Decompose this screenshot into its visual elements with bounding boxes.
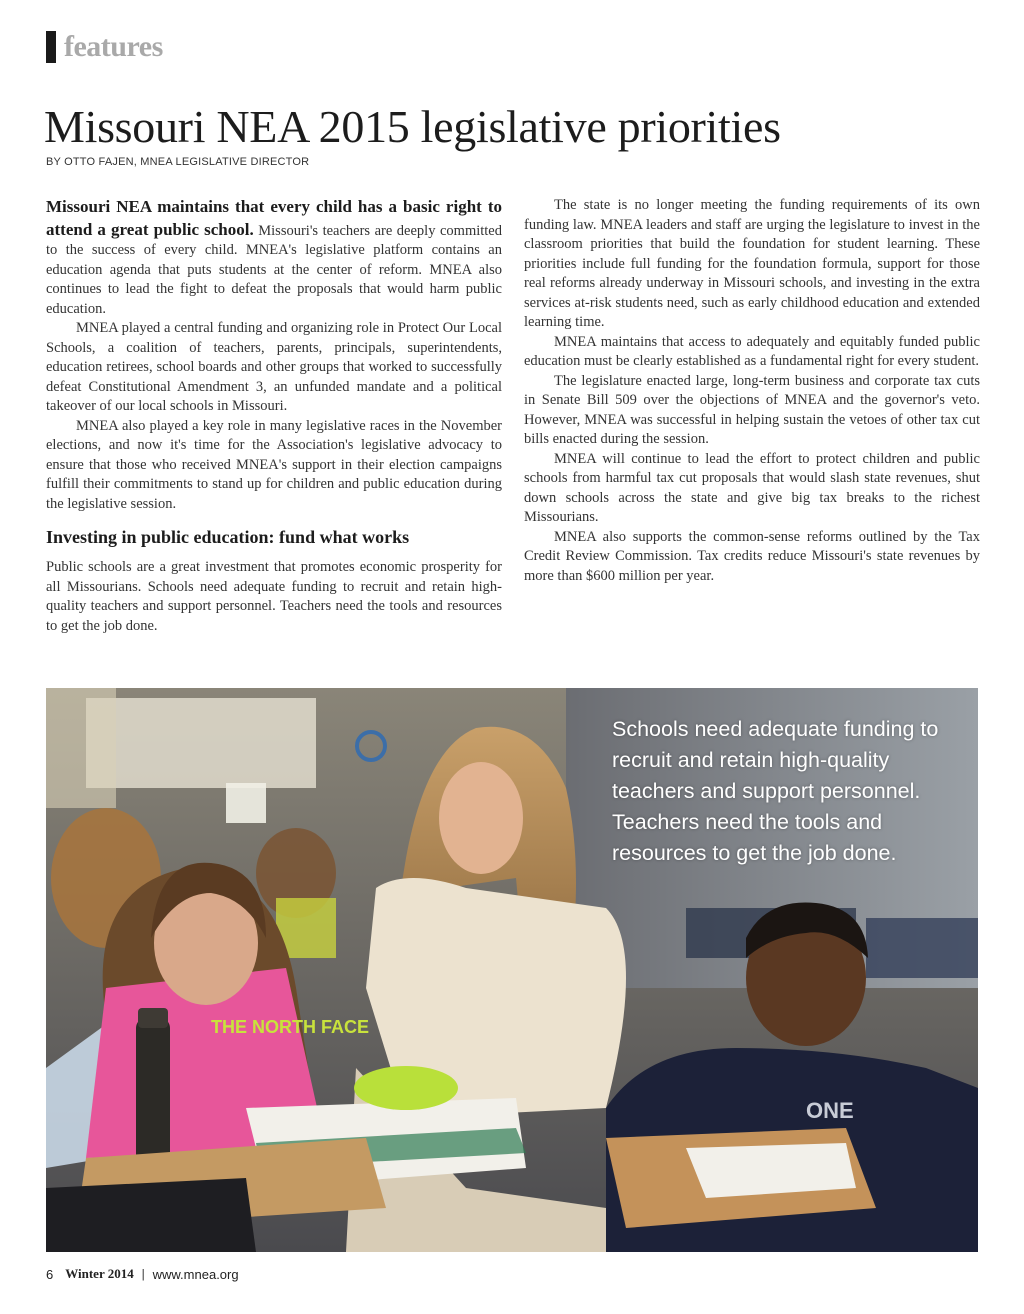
page-number: 6 [46,1266,54,1282]
classroom-photo [46,688,978,1252]
left-column [46,196,502,636]
footer-separator: | [141,1266,145,1281]
pull-quote: Schools need adequate funding to recruit and retain high-quality teachers and support personnel. Teachers need the tools and resources to get the job done. [612,717,939,865]
section-label: features [64,30,163,63]
issue-date: Winter 2014 [65,1266,134,1281]
body-paragraph: The state is no longer meeting the funding requirements of its own funding law. MNEA leaders and staff are urging the legislature to invest in the classroom priorities that build the foundation for student learning. These priorities include full funding for the foundation formula, support for those real reforms already underway in Missouri schools, and investing in the extra services at-risk students need, such as early childhood education and extended learning time. [524,197,980,330]
lead-paragraph [46,196,502,319]
body-paragraph: MNEA will continue to lead the effort to protect children and public schools from harmful tax cut proposals that would slash state revenues, shut down schools across the state and give big tax breaks to the richest Missourians. [524,450,980,525]
body-paragraph: MNEA also played a key role in many legislative races in the November elections, and now it's time for the Association's legislative advocacy to ensure that those who received MNEA's support in their election campaigns fulfill their commitments to stand up for children and public education during the legislative session. [46,417,502,512]
sweatshirt-logo: THE NORTH FACE [211,1017,370,1037]
section-subhead: Investing in public education: fund what works [46,527,410,547]
article-title: Missouri NEA 2015 legislative priorities [44,101,781,152]
website-url: www.mnea.org [152,1266,239,1282]
body-paragraph: Public schools are a great investment that promotes economic prosperity for all Missourians. Schools need adequate funding to recruit and retain high-quality teachers and support personnel. Teachers need the tools and resources to get the job done. [46,559,502,634]
section-tag [46,30,163,64]
lead-rest-text: Missouri's teachers are deeply committed to the success of every child. MNEA's legislative platform contains an education agenda that puts students at the center of reform. MNEA also continues to lead the fight to defeat the proposals that would harm public education. [46,222,502,317]
shirt-logo: ONE [806,1098,854,1123]
page-footer [46,1266,239,1282]
right-column [524,196,980,586]
body-paragraph: MNEA maintains that access to adequately and equitably funded public education must be clearly established as a fundamental right for every student. [524,333,980,369]
section-bar [46,31,56,63]
article-byline: BY OTTO FAJEN, MNEA LEGISLATIVE DIRECTOR [46,156,310,168]
body-paragraph: The legislature enacted large, long-term business and corporate tax cuts in Senate Bill 509 over the objections of MNEA and the governor's veto. However, MNEA was successful in helping sustain the vetoes of other tax cut bills enacted during the session. [524,372,980,447]
body-paragraph: MNEA also supports the common-sense reforms outlined by the Tax Credit Review Commission. Tax credits reduce Missouri's state revenues by more than $600 million per year. [524,528,980,584]
body-paragraph: MNEA played a central funding and organizing role in Protect Our Local Schools, a coalition of teachers, parents, principals, superintendents, education retirees, school boards and other groups that worked to successfully defeat Constitutional Amendment 3, an unfunded mandate and a political takeover of our local schools in Missouri. [46,320,502,414]
lead-bold-text: Missouri NEA maintains that every child has a basic right to attend a great public school. [46,197,502,239]
